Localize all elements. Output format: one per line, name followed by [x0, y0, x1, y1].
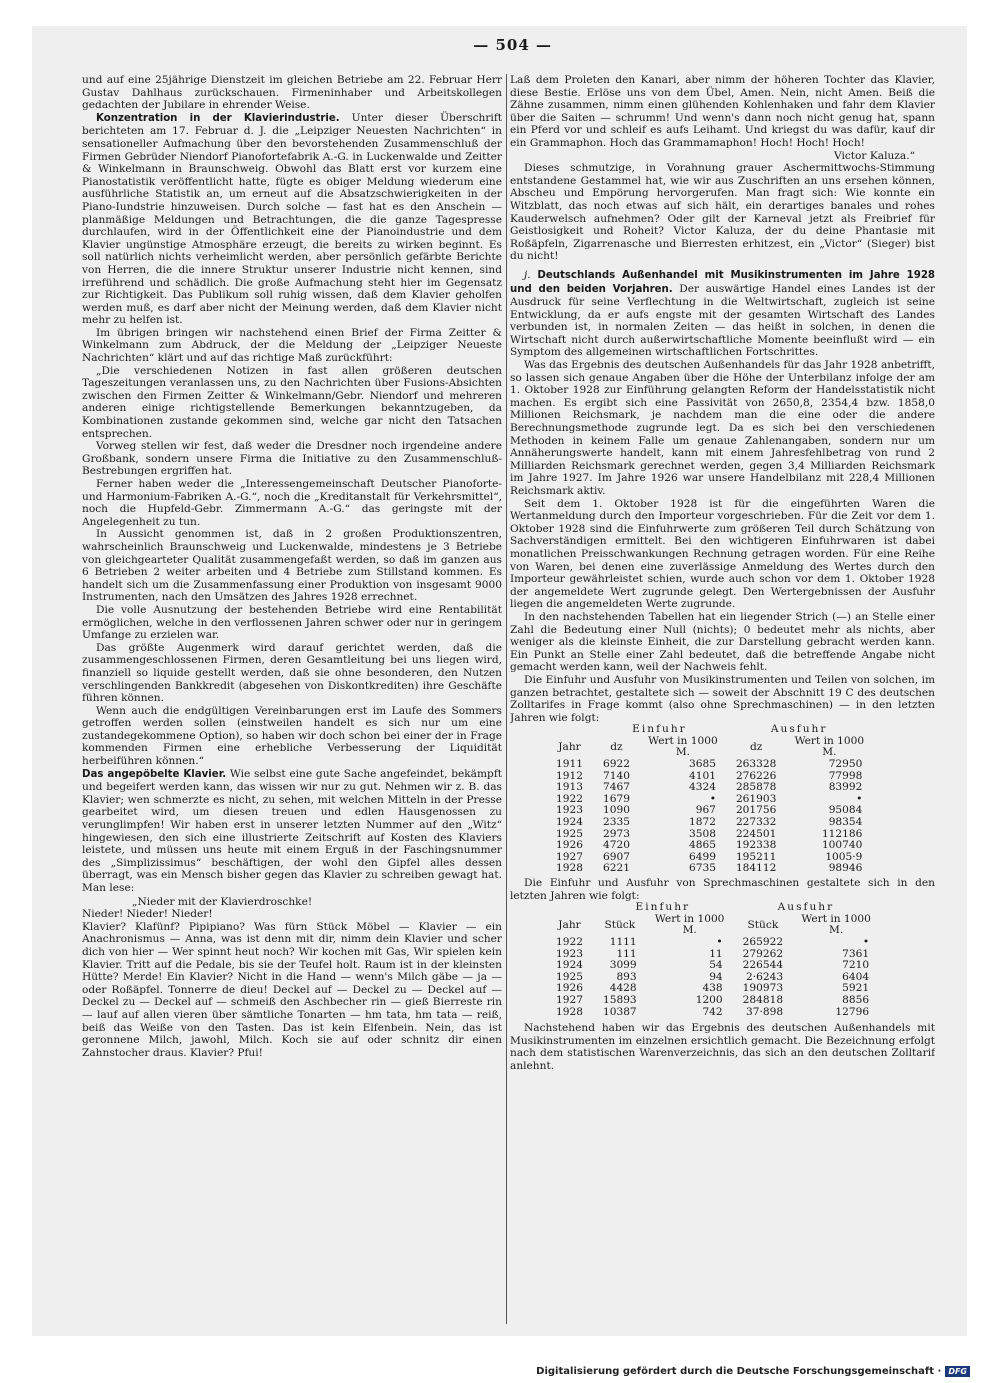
table-cell: 284818 — [742, 993, 784, 1006]
table-cell: 7361 — [842, 947, 870, 960]
table-cell: 37·898 — [746, 1005, 784, 1018]
table-cell: 3099 — [609, 959, 637, 972]
table-cell: 94 — [709, 970, 723, 983]
table-row — [546, 937, 879, 949]
table-cell: 6404 — [842, 970, 870, 983]
paragraph: Seit dem 1. Oktober 1928 ist für die eingeführten Waren die Wertanmeldung durch den Importeur vorgeschrieben. Für die Zeit vor dem 1. Oktober 1928 sind die Einfuhrwerte zum größeren Teil durch Schätzung von Sachverständigen ermittelt. Bei den wichtigeren Einfuhrwaren ist dabei monatlichen Preisschwankungen Rechnung getragen worden. Für eine Reihe von Waren, bei denen eine zuverlässige Anmeldung des Wertes durch den Importeur gewährleistet schien, wurde auch schon vor dem 1. Oktober 1928 der angemeldete Wert zugrunde gelegt. Den Wertergebnissen der Ausfuhr liegen die angemeldeten Werte zugrunde. — [510, 497, 935, 611]
table-cell: 190973 — [742, 982, 784, 995]
table-cell: 1005·9 — [825, 850, 863, 863]
column-header: Wert in 1000 M. — [801, 912, 871, 937]
paragraph: Die Einfuhr und Ausfuhr von Sprechmaschinen gestaltete sich in den letzten Jahren wie folgt: — [510, 877, 935, 902]
paragraph-text: Unter dieser Überschrift berichteten am 17. Februar d. J. die „Leipziger Neuesten Nachrichten“ in sensationeller Aufmachung über den bevorstehenden Zusammenschluß der Firmen Gebrüder Niendorf Pianofortefabrik A.-G. in Luckenwalde und Zeitter & Winkelmann in Braunschweig. Obwohl das Blatt erst vor kurzem eine Pianostatistik veröffentlicht hatte, fügte es obiger Meldung wiederum eine ausführliche Statistik an, um erneut auf die Absatzschwierigkeiten in der Piano-Iundstrie hinzuweisen. Durch solche — fast hat es den Anschein — planmäßige Meldungen und Betrachtungen, die die ganze Tagespresse durchlaufen, wird in der Öffentlichkeit eine der Pianoindustrie und dem Klavier ungünstige Atmosphäre erzeugt, die bereits zu wirken beginnt. Es soll natürlich nichts verheimlicht werden, aber persönlich gefärbte Berichte von Herren, die die innere Struktur unserer Industrie nicht kennen, sind irreführend und schädlich. Die große Aufmachung steht hier im Gegensatz zur Richtigkeit. Das Publikum soll ruhig wissen, daß dem Klavier geholfen werden muß, es darf aber nicht der Meinung werden, daß dem Klavier nicht mehr zu helfen ist. — [82, 111, 502, 327]
paragraph: Die volle Ausnutzung der bestehenden Betriebe wird eine Rentabilität ermöglichen, welche in den verflossenen Jahren schwer oder nur in geringem Umfange zu erzielen war. — [82, 603, 502, 642]
table-cell: 742 — [702, 1005, 723, 1018]
table-row — [546, 817, 872, 829]
table-cell: 2335 — [602, 816, 630, 829]
table-cell: 201756 — [735, 804, 777, 817]
group-header-import: Einfuhr — [632, 723, 687, 736]
table-cell: 261903 — [735, 792, 777, 805]
poem-signature: Victor Kaluza.“ — [834, 149, 915, 162]
table-cell: 3685 — [688, 758, 716, 771]
table-cell: 4720 — [602, 839, 630, 852]
paragraph: Wenn auch die endgültigen Vereinbarungen erst im Laufe des Sommers getroffen werden sollen (einstweilen handelt es sich nur um eine zustandegekommene Option), so haben wir doch schon bei einer der in Frage kommenden Firmen eine erhebliche Verbesserung der Liquidität herbeiführen können.“ — [82, 704, 502, 768]
table-row — [546, 863, 872, 875]
section-marker: j. — [524, 268, 531, 281]
paragraph-text: Der auswärtige Handel eines Landes ist der Ausdruck für seine Verflechtung in die Weltwirtschaft, zugleich ist seine Entwicklung, da er aufs engste mit der gesamten Wirtschaft des Landes verbunden ist, in normalen Zeiten — das heißt in solchen, in denen die Wirtschaft nicht durch außerwirtschaftliche Momente beeinflußt wird — ein Symptom des allgemeinen wirtschaftlichen Fortschrittes. — [510, 282, 935, 359]
table-cell: 226544 — [742, 959, 784, 972]
table-cell: 1928 — [556, 1005, 583, 1018]
table-cell: 4101 — [688, 769, 716, 782]
table-cell: • — [709, 792, 716, 805]
poem-line: Klavier? Klafünf? Pipipiano? Was fürn Stück Möbel — Klavier — ein Anachronismus — Anna, was ist denn mit dir, nimm dein Klavier und scher dich von hier — Wer spinnt heut noch? Wir kochen mit Gas, Wir spielen kein Klavier. Tritt auf die Pedale, bis sie der Teufel holt. Raum ist in der kleinsten Hütte? Merde! Ein Klavier? Nicht in die Hand — wenn's Milch gäbe — ja — oder Roßäpfel. Tonnerre de dieu! Deckel auf — Deckel zu — Deckel auf — Deckel zu — Deckel auf — schmeiß den Aschbecher rin — gieß Bierreste rin — lauf auf allen vieren über sämtliche Tonarten — hm tata, hm tata — reiß, beiß das Weiße von den Tasten. Das ist kein Elfenbein. Nein, das ist geronnene Milch, jawohl, Milch. Koch sie auf oder schnitz dir einen Zahnstocher draus. Klavier? Pfui! — [82, 920, 502, 1059]
poem-line: „Nieder mit der Klavierdroschke! — [132, 895, 313, 908]
table-cell: • — [862, 935, 870, 948]
section-heading: Das angepöbelte Klavier. — [82, 768, 227, 780]
table-cell: 95084 — [828, 804, 863, 817]
table-cell: 1872 — [688, 816, 716, 829]
table-cell: 1913 — [556, 781, 583, 794]
column-header: dz — [749, 740, 763, 753]
paragraph: Im übrigen bringen wir nachstehend einen Brief der Firma Zeitter & Winkelmann zum Abdruck, der die Meldung der „Leipziger Neueste Nachrichten“ klärt und auf das richtige Maß zurückführt: — [82, 326, 502, 365]
table-cell: 1925 — [556, 970, 583, 983]
table-cell: 1200 — [695, 993, 723, 1006]
section-heading: Deutschlands Außenhandel mit Musikinstrumenten im Jahre 1928 und den beiden Vorjahren. — [510, 269, 935, 295]
table-cell: 967 — [695, 804, 716, 817]
table-row — [546, 1007, 879, 1019]
table-header-spacer — [546, 724, 593, 736]
table-cell: 77998 — [828, 769, 863, 782]
table-cell: 72950 — [828, 758, 863, 771]
table-cell: 2·6243 — [746, 970, 784, 983]
page-number: — 504 — — [473, 36, 552, 54]
table-cell: 184112 — [735, 862, 777, 875]
column-header: Stück — [747, 918, 779, 931]
table-cell: 3508 — [688, 827, 716, 840]
column-divider — [506, 74, 507, 1324]
table-cell: 438 — [702, 982, 723, 995]
paragraph: Ferner haben weder die „Interessengemeinschaft Deutscher Pianoforte- und Harmonium-Fabriken A.-G.“, noch die „Kreditanstalt für Verkehrsmittel“, noch die Hupfeld-Gebr. Zimmermann A.-G.“ das geringste mit der Angelegenheit zu tun. — [82, 478, 502, 528]
poem-continuation: Laß dem Proleten den Kanari, aber nimm der höheren Tochter das Klavier, diese Bestie. Erlöse uns von dem Übel, Amen. Nein, nicht Amen. Beiß die Zähne zusammen, nimm einen glühenden Kohlenhaken und fahr dem Klavier über die Saiten — schrumm! Und wenn's dann noch nicht genug hat, spann ein Pferd vor und schleif es aufs Leihamt. Und kriegst du was dafür, kauf dir ein Grammaphon. Hoch das Grammamaphon! Hoch! Hoch! Hoch! — [510, 74, 935, 149]
table-cell: 4428 — [609, 982, 637, 995]
paragraph: Dieses schmutzige, in Vorahnung grauer Aschermittwochs-Stimmung entstandene Gestammel hat, wie wir aus Zuschriften an uns ersehen können, Abscheu und Empörung hervorgerufen. Man fragt sich: Wie konnte ein Witzblatt, das noch etwas auf sich hält, ein derartiges banales und rohes Kauderwelsch aufnehmen? Oder gilt der Karneval jetzt als Freibrief für Geistlosigkeit und Roheit? Victor Kaluza, der du deine Phantasie mit Roßäpfeln, Zigarrenasche und Bierresten erhitzest, ein „Victor“ (Sieger) bist du nicht! — [510, 162, 935, 263]
table-cell: 1927 — [556, 850, 583, 863]
table-cell: 285878 — [735, 781, 777, 794]
paragraph: Vorweg stellen wir fest, daß weder die Dresdner noch irgendeine andere Großbank, sondern unsere Firma die Initiative zu den Zusammenschluß-Bestrebungen ergriffen hat. — [82, 440, 502, 478]
table-cell: 1928 — [556, 862, 583, 875]
left-column — [82, 74, 502, 1329]
table-cell: 263328 — [735, 758, 777, 771]
table-cell: 195211 — [735, 850, 777, 863]
table-cell: 1926 — [556, 839, 583, 852]
table-cell: 1927 — [556, 993, 583, 1006]
dfg-logo: DFG — [945, 1366, 970, 1377]
table-musical-instruments — [546, 724, 872, 875]
table-cell: 1924 — [556, 959, 583, 972]
table-cell: 12796 — [835, 1005, 870, 1018]
paragraph — [510, 269, 935, 359]
table-cell: 6907 — [602, 850, 630, 863]
group-header-import: Einfuhr — [635, 901, 691, 914]
paragraph — [82, 112, 502, 327]
column-header: Wert in 1000 M. — [794, 734, 865, 759]
table-cell: 54 — [709, 959, 723, 972]
table-cell: 7140 — [602, 769, 630, 782]
column-header: Stück — [604, 918, 636, 931]
paragraph: und auf eine 25jährige Dienstzeit im gleichen Betriebe am 22. Februar Herr Gustav Dahlhaus zurückschauen. Firmeninhaber und Arbeitskollegen gedachten der Jubilare in ehrender Weise. — [82, 74, 502, 112]
table-cell: 1922 — [556, 935, 583, 948]
column-header: Jahr — [558, 918, 581, 931]
poem-line: Nieder! Nieder! Nieder! — [82, 908, 213, 921]
table-cell: 6735 — [688, 862, 716, 875]
table-cell: 5921 — [842, 982, 870, 995]
table-cell: 1925 — [556, 827, 583, 840]
table-cell: 100740 — [821, 839, 863, 852]
table-cell: 15893 — [602, 993, 637, 1006]
table-cell: 6221 — [602, 862, 630, 875]
table-phonographs — [546, 902, 879, 1018]
table-cell: 112186 — [821, 827, 863, 840]
table-cell: 265922 — [742, 935, 784, 948]
table-cell: 227332 — [735, 816, 777, 829]
table-cell: 224501 — [735, 827, 777, 840]
column-header: Wert in 1000 M. — [648, 734, 718, 759]
table-header-spacer — [546, 902, 593, 914]
table-cell: 1090 — [602, 804, 630, 817]
column-header: Jahr — [558, 740, 581, 753]
table-cell: 1911 — [556, 758, 583, 771]
group-header-export: Ausfuhr — [770, 723, 828, 736]
table-row — [546, 995, 879, 1007]
table-cell: 893 — [616, 970, 637, 983]
table-row — [546, 960, 879, 972]
paragraph: Nachstehend haben wir das Ergebnis des deutschen Außenhandels mit Musikinstrumenten im einzelnen ersichtlich gemacht. Die Bezeichnung erfolgt nach dem statistischen Warenverzeichnis, das sich an den deutschen Zolltarif anlehnt. — [510, 1022, 935, 1072]
table-cell: • — [716, 935, 723, 948]
table-cell: 11 — [709, 947, 723, 960]
table-cell: 1926 — [556, 982, 583, 995]
quoted-poem — [82, 896, 502, 1060]
table-cell: 6922 — [602, 758, 630, 771]
table-cell: 1679 — [602, 792, 630, 805]
paragraph — [82, 768, 502, 895]
table-cell: 1923 — [556, 947, 583, 960]
table-cell: 192338 — [735, 839, 777, 852]
paragraph: In den nachstehenden Tabellen hat ein liegender Strich (—) an Stelle einer Zahl die Bedeutung einer Null (nichts); 0 bedeutet mehr als nichts, aber weniger als die kleinste Einheit, die zur Darstellung gebracht werden kann. Ein Punkt an Stelle einer Zahl bedeutet, daß die betreffende Angabe nicht gemacht werden kann, weil der Nachweis fehlt. — [510, 610, 935, 674]
table-cell: 4324 — [688, 781, 716, 794]
table-cell: 8856 — [842, 993, 870, 1006]
table-row — [546, 759, 872, 771]
table-cell: 1924 — [556, 816, 583, 829]
table-cell: 98354 — [828, 816, 863, 829]
table-cell: 1912 — [556, 769, 583, 782]
table-cell: 2973 — [602, 827, 630, 840]
table-cell: 1923 — [556, 804, 583, 817]
paragraph: Die Einfuhr und Ausfuhr von Musikinstrumenten und Teilen von solchen, im ganzen betrachtet, gestaltete sich — soweit der Abschnitt 19 C des deutschen Zolltarifes in Frage kommt (also ohne Sprechmaschinen) — in den letzten Jahren wie folgt: — [510, 673, 935, 724]
table-cell: 279262 — [742, 947, 784, 960]
table-cell: 1111 — [609, 935, 637, 948]
group-header-export: Ausfuhr — [777, 901, 835, 914]
table-cell: 4865 — [688, 839, 716, 852]
table-cell: 7467 — [602, 781, 630, 794]
column-header: Wert in 1000 M. — [654, 912, 725, 937]
paragraph: Das größte Augenmerk wird darauf gerichtet werden, daß die zusammengeschlossenen Firmen, deren Gesamtleitung bei uns liegen wird, finanziell so liquide gestellt werden, daß sie ohne besonderen, den Nutzen verschlingenden Bankkredit (abgesehen von Diskontkrediten) ihre Geschäfte führen können. — [82, 641, 502, 705]
table-cell: • — [856, 792, 863, 805]
paragraph: Was das Ergebnis des deutschen Außenhandels für das Jahr 1928 anbetrifft, so lassen sich genaue Angaben über die Höhe der Unterbilanz infolge der am 1. Oktober 1928 zur Einführung gelangten Reform der Handelsstatistik nicht machen. Es ergibt sich eine Passivität von 2650,8, 2354,4 bzw. 1858,0 Millionen Reichsmark, je nachdem man die eine oder die andere Berechnungsmethode zugrunde legt. Da es sich bei den verschiedenen Methoden in keinem Falle um genaue Zahlenangaben, sondern nur um Annäherungswerte handelt, kann mit einem Jahresfehlbetrag von rund 2 Milliarden Reichsmark gerechnet werden, gegen 3,4 Milliarden Reichsmark im Jahre 1927. Im Jahre 1926 war unsere Handelbilanz mit 228,4 Millionen Reichsmark aktiv. — [510, 359, 935, 497]
table-cell: 83992 — [828, 781, 863, 794]
scanned-page — [32, 26, 967, 1336]
table-cell: 6499 — [688, 850, 716, 863]
paragraph-text: Wie selbst eine gute Sache angefeindet, bekämpft und begeifert werden kann, das wissen wir nur zu gut. Nehmen wir z. B. das Klavier; wen schmerzte es nicht, zu sehen, mit welchen Mitteln in der Presse gearbeitet wird, um diesen treuen und edlen Hausgenossen zu verunglimpfen! Wir haben erst in unserer letzten Nummer auf den „Witz“ hingewiesen, den sich eine illustrierte Zeitschrift auf Kosten des Klaviers leistete, und müssen uns heute mit einem Erguß in der Faschingsnummer des „Simplizissimus“ beschäftigen, der wohl den Gipfel alles dessen überragt, was ein Mensch bisher gegen das Klavier zu schreiben gewagt hat. Man lese: — [82, 767, 502, 894]
table-cell: 111 — [616, 947, 637, 960]
table-cell: 10387 — [602, 1005, 637, 1018]
column-header: dz — [610, 740, 623, 753]
footer-text: Digitalisierung gefördert durch die Deutsche Forschungsgemeinschaft · — [536, 1366, 942, 1377]
paragraph: In Aussicht genommen ist, daß in 2 großen Produktionszentren, wahrscheinlich Braunschweig und Luckenwalde, mindestens je 3 Betriebe von gleichgearteter Qualität zusammengefaßt werden, so daß im ganzen aus 6 Betrieben 2 weiter arbeiten und 4 Betriebe zum Stillstand kommen. Es handelt sich um die Zusammenfassung einer Produktion von insgesamt 9000 Instrumenten, nach den Umsätzen des Jahres 1928 errechnet. — [82, 528, 502, 604]
table-cell: 1922 — [556, 792, 583, 805]
right-column — [510, 74, 935, 1329]
digitization-footer — [536, 1366, 970, 1377]
paragraph: „Die verschiedenen Notizen in fast allen größeren deutschen Tageszeitungen veranlassen uns, zu den Nachrichten über Fusions-Absichten zwischen den Firmen Zeitter & Winkelmann/Gebr. Niendorf und mehreren anderen einige richtigstellende Bemerkungen bekanntzugeben, da Kombinationen zustande gekommen sind, welche gar nicht den Tatsachen entsprechen. — [82, 364, 502, 440]
table-cell: 98946 — [828, 862, 863, 875]
table-cell: 276226 — [735, 769, 777, 782]
section-heading: Konzentration in der Klavierindustrie. — [96, 112, 340, 124]
table-cell: 7210 — [842, 959, 870, 972]
